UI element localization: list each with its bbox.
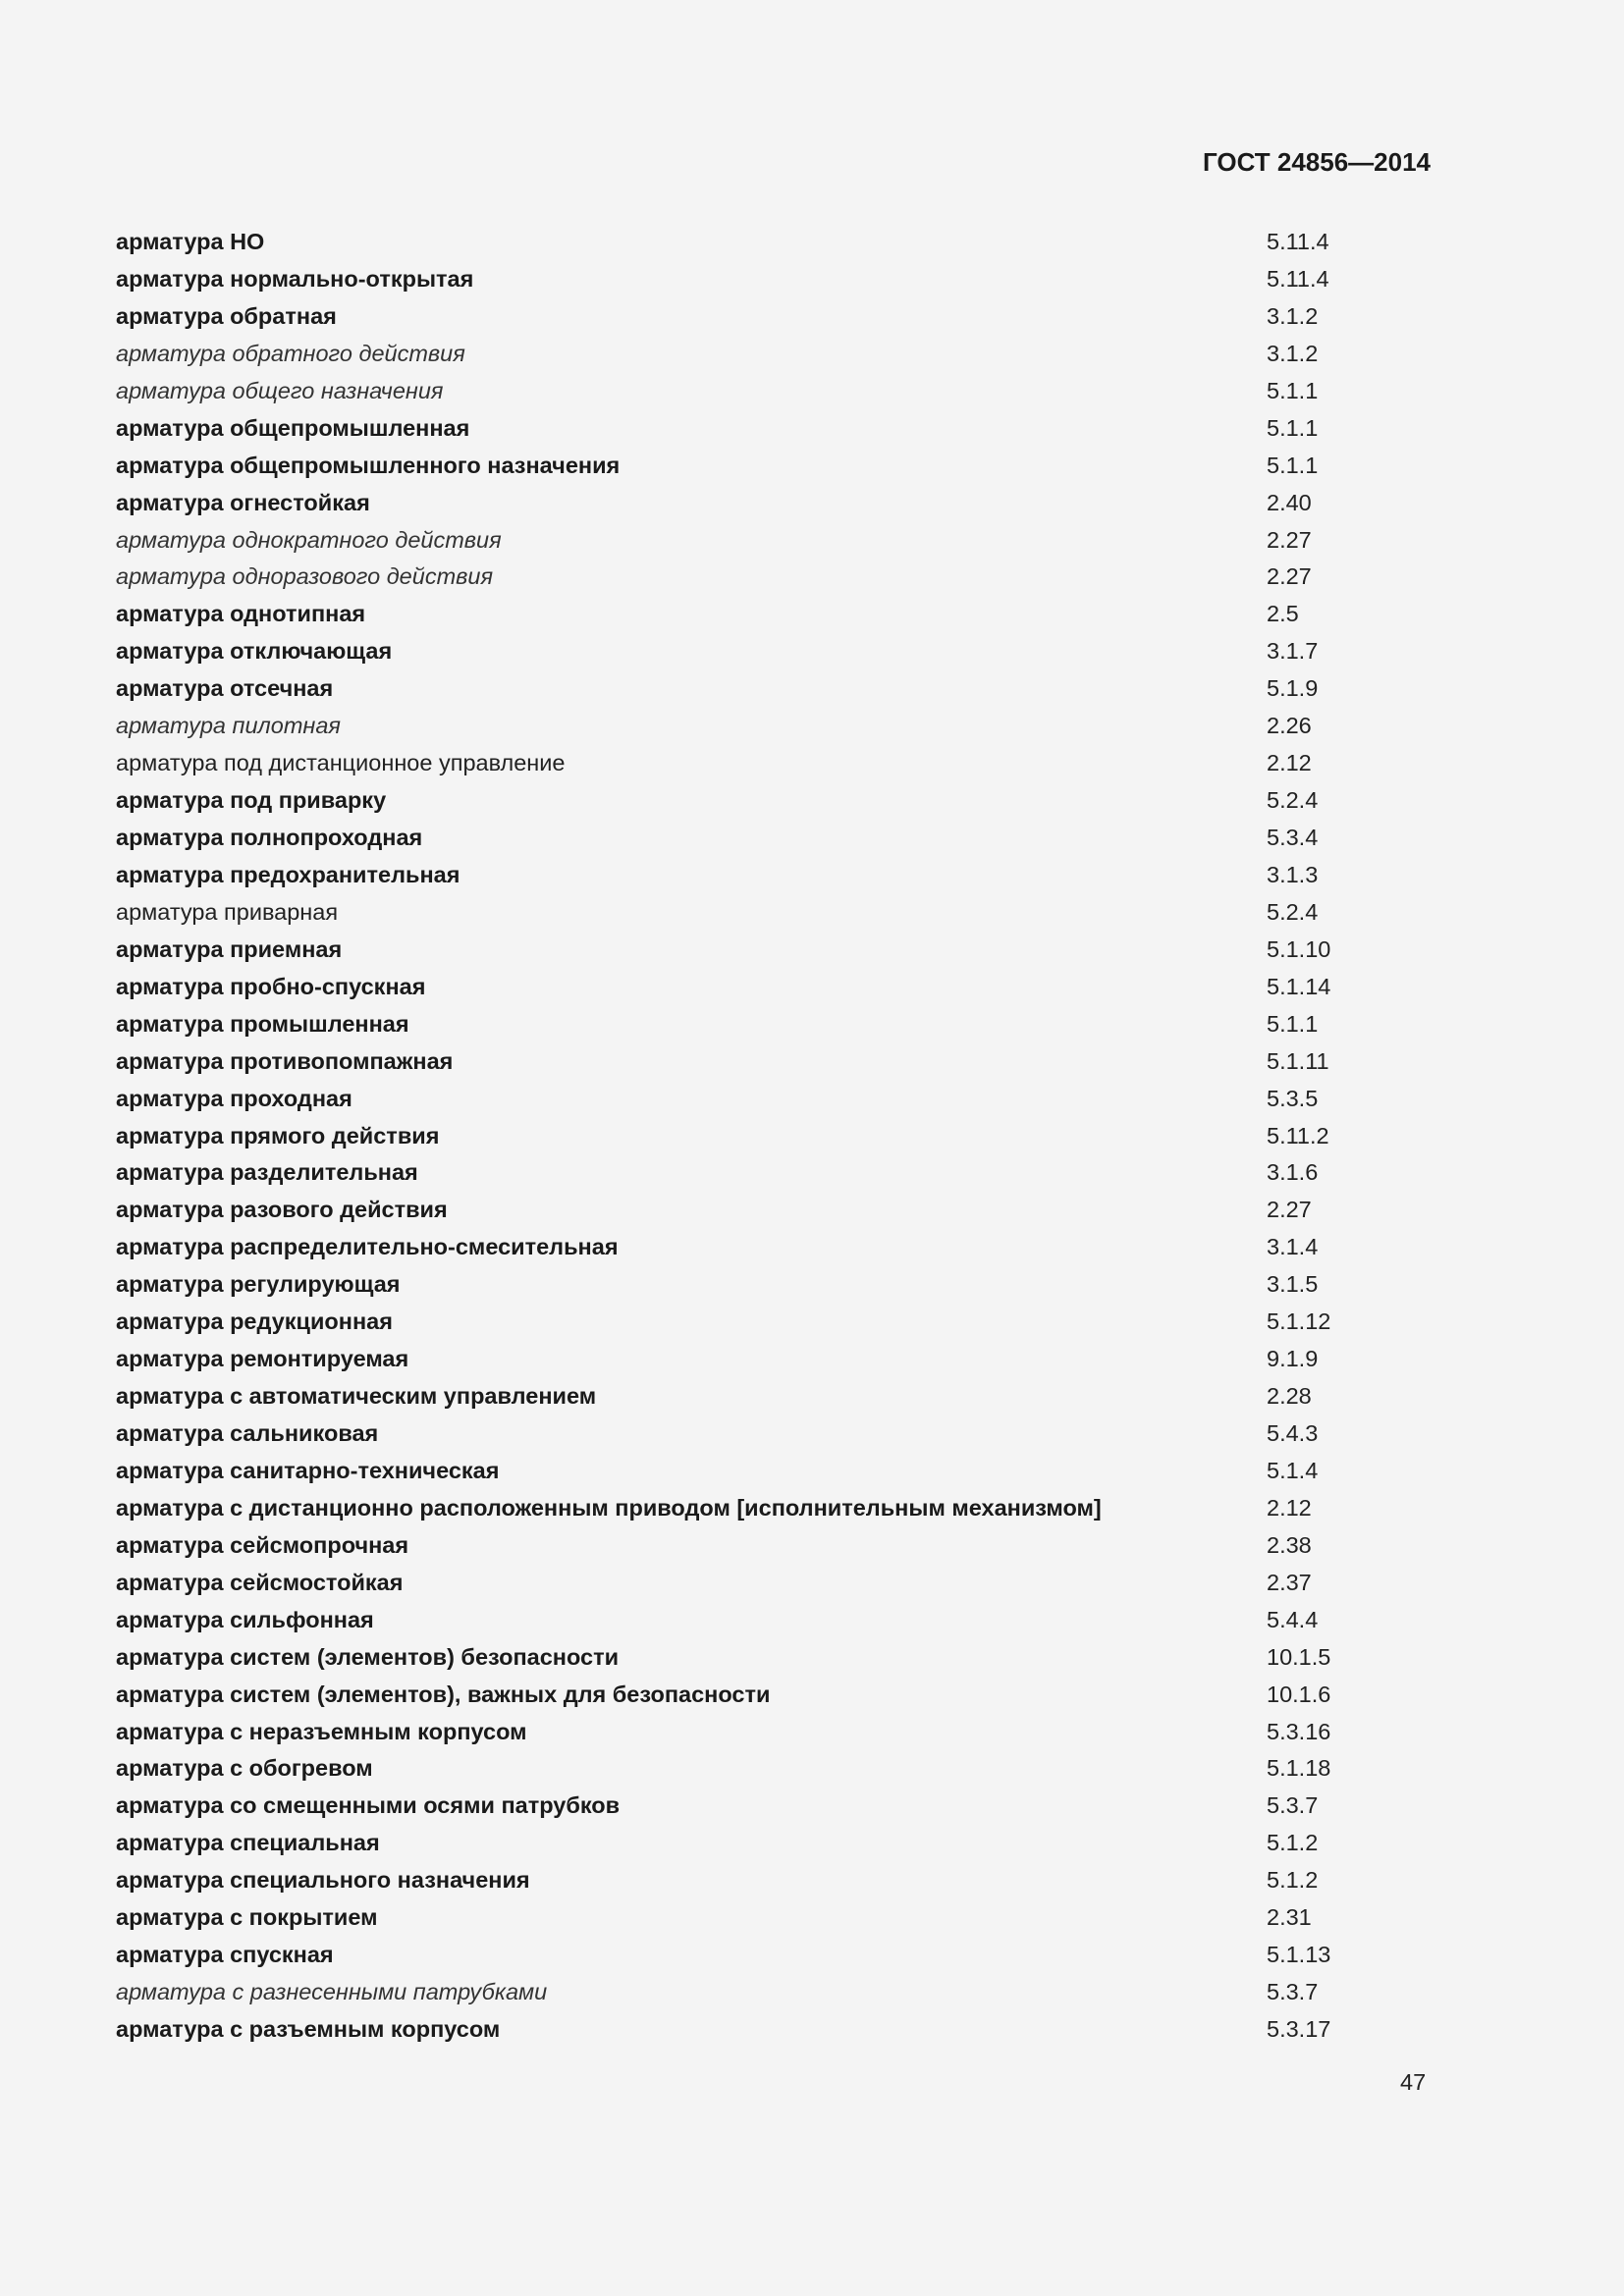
index-entry-row [116, 932, 1412, 969]
index-entry-row [116, 1527, 1412, 1565]
index-term: арматура с покрытием [116, 1904, 378, 1931]
index-section-reference: 2.31 [1267, 1904, 1312, 1931]
index-entry-row [116, 336, 1412, 373]
index-term: арматура с неразъемным корпусом [116, 1718, 527, 1744]
index-entry-row [116, 1453, 1412, 1490]
index-section-reference: 3.1.5 [1267, 1271, 1319, 1298]
index-entry-row [116, 522, 1412, 560]
index-entry-row [116, 969, 1412, 1006]
index-section-reference: 3.1.4 [1267, 1234, 1319, 1260]
index-entry-row [116, 670, 1412, 708]
index-entry-row [116, 1229, 1412, 1266]
index-entry-row [116, 1378, 1412, 1415]
index-entry-row [116, 410, 1412, 448]
index-section-reference: 5.1.10 [1267, 935, 1331, 962]
index-section-reference: 2.5 [1267, 601, 1299, 627]
index-term: арматура систем (элементов), важных для безопасности [116, 1681, 771, 1707]
index-term: арматура редукционная [116, 1308, 393, 1335]
index-term: арматура под дистанционное управление [116, 750, 566, 776]
index-section-reference: 2.12 [1267, 1494, 1312, 1521]
index-term: арматура отсечная [116, 675, 334, 702]
index-term: арматура однотипная [116, 601, 366, 627]
index-entry-row [116, 1006, 1412, 1043]
index-term: арматура нормально-открытая [116, 265, 474, 292]
index-term: арматура предохранительная [116, 861, 460, 887]
index-section-reference: 5.4.4 [1267, 1606, 1319, 1632]
index-section-reference: 5.3.7 [1267, 1979, 1319, 2005]
index-term: арматура НО [116, 229, 265, 254]
index-term: арматура пилотная [116, 713, 341, 739]
index-section-reference: 10.1.5 [1267, 1643, 1331, 1670]
index-entry-row [116, 1714, 1412, 1751]
index-section-reference: 5.1.2 [1267, 1867, 1319, 1894]
index-section-reference: 5.1.14 [1267, 973, 1331, 999]
index-entry-row [116, 2011, 1412, 2049]
index-entry-row [116, 1415, 1412, 1453]
index-entry-row [116, 559, 1412, 596]
index-section-reference: 5.11.2 [1267, 1122, 1329, 1148]
index-term: арматура разового действия [116, 1197, 448, 1223]
index-entry-row [116, 1043, 1412, 1081]
index-entry-row [116, 1639, 1412, 1677]
index-entry-row [116, 448, 1412, 485]
index-term: арматура под приварку [116, 787, 387, 814]
index-section-reference: 5.3.7 [1267, 1792, 1319, 1819]
index-entry-row [116, 857, 1412, 894]
index-section-reference: 5.11.4 [1267, 265, 1329, 292]
index-term: арматура противопомпажная [116, 1047, 454, 1074]
index-entry-row [116, 298, 1412, 336]
index-section-reference: 5.1.11 [1267, 1047, 1329, 1074]
index-entry-row [116, 1304, 1412, 1341]
index-entry-row [116, 1154, 1412, 1192]
index-term: арматура распределительно-смесительная [116, 1234, 619, 1260]
index-entry-row [116, 1750, 1412, 1788]
index-section-reference: 2.27 [1267, 1197, 1312, 1223]
page-number: 47 [1400, 2069, 1427, 2095]
index-term: арматура обратная [116, 302, 337, 329]
index-term: арматура проходная [116, 1085, 352, 1111]
index-term: арматура полнопроходная [116, 825, 423, 850]
index-entry-row [116, 1081, 1412, 1118]
index-entry-row [116, 261, 1412, 298]
index-term: арматура приемная [116, 935, 343, 962]
index-term: арматура систем (элементов) безопасности [116, 1643, 620, 1670]
index-entry-row [116, 1788, 1412, 1825]
index-term: арматура со смещенными осями патрубков [116, 1792, 621, 1819]
index-entry-row [116, 782, 1412, 820]
index-entry-row [116, 1825, 1412, 1862]
index-section-reference: 5.11.4 [1267, 229, 1329, 254]
index-term: арматура обратного действия [116, 340, 465, 366]
index-entry-row [116, 708, 1412, 745]
index-term: арматура санитарно-техническая [116, 1457, 500, 1483]
index-section-reference: 5.1.1 [1267, 1010, 1319, 1037]
index-section-reference: 3.1.2 [1267, 302, 1319, 329]
index-section-reference: 3.1.6 [1267, 1159, 1319, 1186]
index-section-reference: 5.3.4 [1267, 825, 1319, 850]
index-section-reference: 5.1.1 [1267, 452, 1319, 478]
index-term: арматура сейсмопрочная [116, 1531, 409, 1558]
index-term: арматура специальная [116, 1830, 380, 1856]
index-term: арматура промышленная [116, 1010, 409, 1037]
index-term: арматура пробно-спускная [116, 973, 426, 999]
index-section-reference: 5.3.5 [1267, 1085, 1319, 1111]
index-section-reference: 5.4.3 [1267, 1420, 1319, 1446]
index-entry-row [116, 1677, 1412, 1714]
index-term: арматура общего назначения [116, 377, 444, 403]
index-term: арматура общепромышленного назначения [116, 452, 621, 478]
index-entry-row [116, 633, 1412, 670]
index-term: арматура разделительная [116, 1159, 418, 1186]
index-entry-row [116, 1937, 1412, 1974]
index-section-reference: 10.1.6 [1267, 1681, 1331, 1707]
index-section-reference: 5.1.12 [1267, 1308, 1331, 1335]
index-entry-row [116, 1490, 1412, 1527]
index-entry-row [116, 894, 1412, 932]
index-entry-row [116, 373, 1412, 410]
index-entry-row [116, 224, 1412, 261]
index-section-reference: 5.2.4 [1267, 898, 1319, 925]
index-entry-row [116, 1602, 1412, 1639]
index-entry-row [116, 745, 1412, 782]
index-entry-row [116, 1862, 1412, 1899]
index-term: арматура прямого действия [116, 1122, 440, 1148]
index-section-reference: 2.26 [1267, 713, 1312, 739]
index-section-reference: 2.27 [1267, 563, 1312, 590]
index-term: арматура специального назначения [116, 1867, 530, 1894]
index-section-reference: 2.28 [1267, 1383, 1312, 1410]
index-entry-row [116, 1192, 1412, 1229]
index-entry-row [116, 820, 1412, 857]
index-term: арматура сейсмостойкая [116, 1569, 404, 1595]
index-entry-row [116, 1899, 1412, 1937]
index-term: арматура регулирующая [116, 1271, 401, 1298]
index-term: арматура отключающая [116, 638, 393, 665]
index-section-reference: 5.1.13 [1267, 1942, 1331, 1968]
index-section-reference: 5.3.17 [1267, 2016, 1331, 2042]
index-term: арматура сильфонная [116, 1606, 374, 1632]
index-term: арматура однократного действия [116, 526, 502, 553]
index-section-reference: 9.1.9 [1267, 1346, 1319, 1372]
index-section-reference: 5.1.9 [1267, 675, 1319, 702]
index-term: арматура с обогревом [116, 1755, 373, 1782]
index-section-reference: 2.40 [1267, 489, 1312, 515]
index-section-reference: 2.37 [1267, 1569, 1312, 1595]
index-entry-row [116, 1118, 1412, 1155]
index-section-reference: 5.3.16 [1267, 1718, 1331, 1744]
index-term: арматура с дистанционно расположенным приводом [исполнительным механизмом] [116, 1494, 1102, 1521]
index-section-reference: 2.12 [1267, 750, 1312, 776]
index-entry-row [116, 1341, 1412, 1378]
index-entry-row [116, 596, 1412, 633]
index-section-reference: 5.1.2 [1267, 1830, 1319, 1856]
term-index-list [116, 224, 1412, 2049]
index-section-reference: 3.1.2 [1267, 340, 1319, 366]
index-term: арматура с автоматическим управлением [116, 1383, 597, 1410]
index-entry-row [116, 1266, 1412, 1304]
index-section-reference: 5.1.1 [1267, 414, 1319, 441]
index-term: арматура общепромышленная [116, 414, 470, 441]
index-term: арматура огнестойкая [116, 489, 370, 515]
index-entry-row [116, 1974, 1412, 2011]
index-section-reference: 2.27 [1267, 526, 1312, 553]
index-term: арматура одноразового действия [116, 563, 494, 590]
index-section-reference: 2.38 [1267, 1531, 1312, 1558]
index-term: арматура приварная [116, 898, 339, 925]
index-section-reference: 3.1.7 [1267, 638, 1319, 665]
index-section-reference: 5.1.4 [1267, 1457, 1319, 1483]
index-section-reference: 5.1.18 [1267, 1755, 1331, 1782]
index-section-reference: 5.1.1 [1267, 377, 1319, 403]
document-header-title: ГОСТ 24856—2014 [1203, 147, 1431, 177]
index-term: арматура ремонтируемая [116, 1346, 409, 1372]
index-entry-row [116, 485, 1412, 522]
index-term: арматура с разъемным корпусом [116, 2016, 501, 2042]
index-term: арматура сальниковая [116, 1420, 379, 1446]
index-section-reference: 3.1.3 [1267, 861, 1319, 887]
index-entry-row [116, 1565, 1412, 1602]
index-section-reference: 5.2.4 [1267, 787, 1319, 814]
index-term: арматура с разнесенными патрубками [116, 1979, 548, 2005]
index-term: арматура спускная [116, 1942, 334, 1968]
